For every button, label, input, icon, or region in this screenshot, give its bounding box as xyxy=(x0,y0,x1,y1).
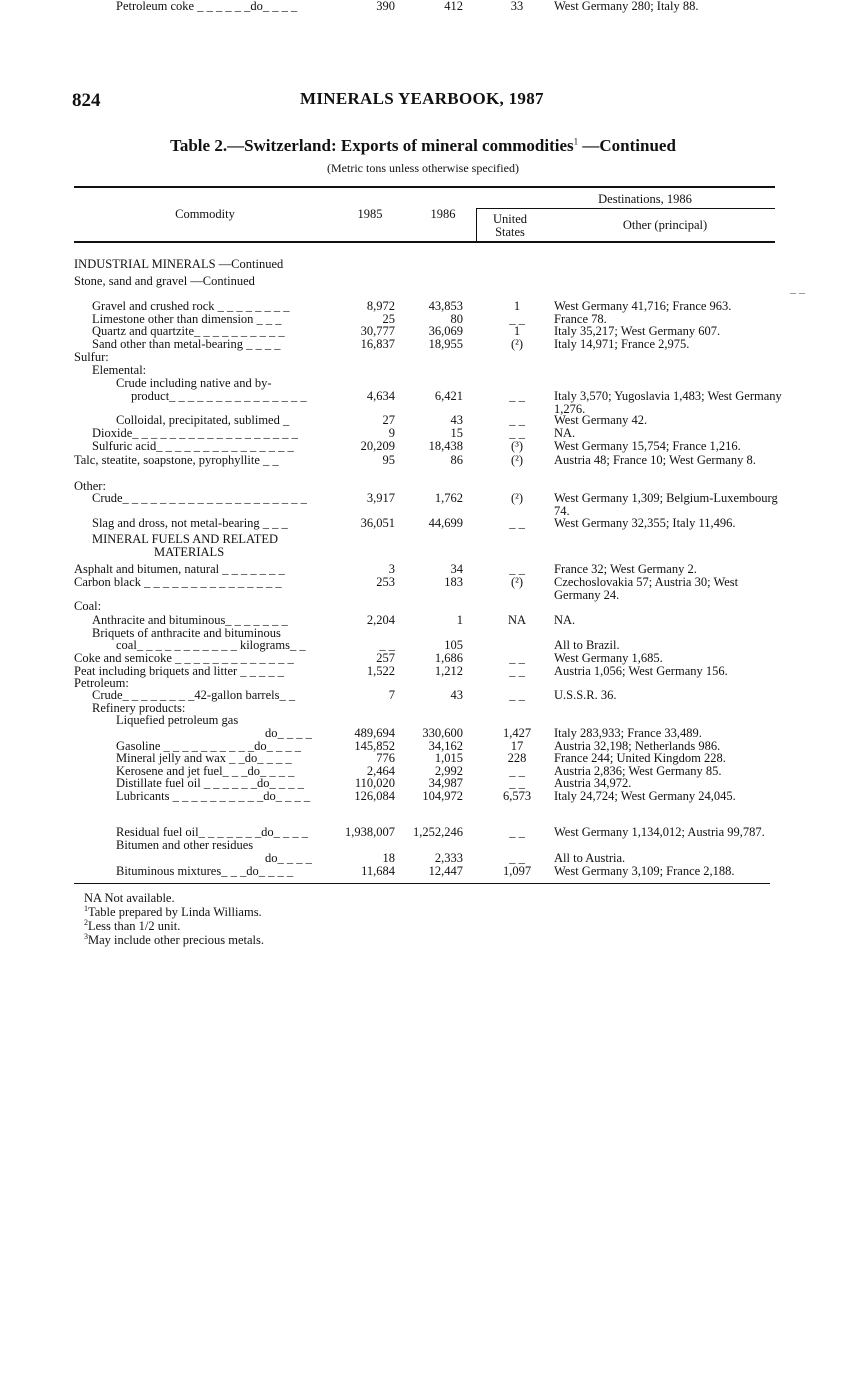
united-states-cell: _ _ xyxy=(509,312,525,326)
footnote xyxy=(84,891,264,905)
commodity-cell: Dioxide_ _ _ _ _ _ _ _ _ _ _ _ _ _ _ _ _ _ xyxy=(92,426,298,440)
united-states-cell: _ _ xyxy=(509,688,525,702)
value-1986-cell: 34,162 xyxy=(428,739,463,753)
value-1985-cell: 1,938,007 xyxy=(345,825,395,839)
commodity-cell: Refinery products: xyxy=(92,701,186,715)
commodity-cell: INDUSTRIAL MINERALS —Continued xyxy=(74,257,284,271)
commodity-cell: Mineral jelly and wax _ _do_ _ _ _ xyxy=(116,751,292,765)
commodity-cell: Elemental: xyxy=(92,363,147,377)
value-1985-cell: 390 xyxy=(376,0,395,13)
other-destinations-cell: Italy 35,217; West Germany 607. xyxy=(554,324,721,338)
value-1986-cell: 18,438 xyxy=(428,439,463,453)
value-1985-cell: 9 xyxy=(388,426,395,440)
value-1985-cell: 253 xyxy=(376,575,395,589)
united-states-cell: 1 xyxy=(513,324,521,338)
footnote-text: NA Not available. xyxy=(84,891,175,905)
other-destinations-cell: Italy 14,971; France 2,975. xyxy=(554,337,690,351)
commodity-cell: product_ _ _ _ _ _ _ _ _ _ _ _ _ _ _ xyxy=(131,389,307,403)
value-1985-cell: 1,522 xyxy=(366,664,395,678)
united-states-cell: _ _ xyxy=(509,562,525,576)
value-1985-cell: 126,084 xyxy=(354,789,395,803)
united-states-cell: 228 xyxy=(507,751,527,765)
united-states-cell: _ _ xyxy=(509,664,525,678)
other-destinations-cell: All to Austria. xyxy=(554,851,626,865)
value-1985-cell: 25 xyxy=(382,312,395,326)
united-states-cell: (²) xyxy=(510,575,524,589)
value-1986-cell: 330,600 xyxy=(422,726,463,740)
united-states-cell: 1,097 xyxy=(502,864,532,878)
footnote-text: Table prepared by Linda Williams. xyxy=(88,905,262,919)
table-subtitle: (Metric tons unless otherwise specified) xyxy=(327,161,519,175)
value-1985-cell: 36,051 xyxy=(360,516,395,530)
other-destinations-cell: France 32; West Germany 2. xyxy=(554,562,697,576)
value-1986-cell: 412 xyxy=(444,0,463,13)
united-states-cell: _ _ xyxy=(509,413,525,427)
commodity-cell: Colloidal, precipitated, sublimed _ xyxy=(116,413,290,427)
value-1985-cell: 3,917 xyxy=(366,491,395,505)
united-states-cell: _ _ xyxy=(509,825,525,839)
value-1986-cell: 1 xyxy=(456,613,463,627)
commodity-cell: Bitumen and other residues xyxy=(116,838,254,852)
commodity-cell: Other: xyxy=(74,479,106,493)
value-1985-cell: 489,694 xyxy=(354,726,395,740)
other-destinations-cell: West Germany 42. xyxy=(554,413,648,427)
united-states-cell: (²) xyxy=(510,337,524,351)
header-1985: 1985 xyxy=(357,207,383,221)
united-states-cell: 1,427 xyxy=(502,726,532,740)
value-1985-cell: 18 xyxy=(382,851,395,865)
united-states-cell: _ _ xyxy=(509,516,525,530)
commodity-cell: Peat including briquets and litter _ _ _ _ _ xyxy=(74,664,285,678)
other-destinations-cell: West Germany 15,754; France 1,216. xyxy=(554,439,741,453)
commodity-cell: Coal: xyxy=(74,599,102,613)
table-title-main: Table 2.—Switzerland: Exports of mineral commodities xyxy=(170,136,574,155)
commodity-cell: Petroleum coke _ _ _ _ _ _do_ _ _ _ xyxy=(116,0,298,13)
value-1985-cell: 110,020 xyxy=(354,776,395,790)
other-destinations-cell: France 78. xyxy=(554,312,607,326)
other-destinations-cell: Austria 32,198; Netherlands 986. xyxy=(554,739,721,753)
value-1985-cell: 8,972 xyxy=(366,299,395,313)
commodity-cell: Petroleum: xyxy=(74,676,129,690)
header-united-states-line2: States xyxy=(495,225,525,239)
value-1985-cell: 776 xyxy=(376,751,395,765)
united-states-cell: _ _ xyxy=(509,389,525,403)
commodity-cell: Asphalt and bitumen, natural _ _ _ _ _ _ _ xyxy=(74,562,285,576)
commodity-cell: Sulfuric acid_ _ _ _ _ _ _ _ _ _ _ _ _ _ _ xyxy=(92,439,294,453)
commodity-cell: do_ _ _ _ xyxy=(265,726,312,740)
footnote-mark: 1 xyxy=(84,903,88,913)
commodity-cell: do_ _ _ _ xyxy=(265,851,312,865)
commodity-cell: coal_ _ _ _ _ _ _ _ _ _ _ kilograms_ _ xyxy=(116,638,306,652)
commodity-cell: Liquefied petroleum gas xyxy=(116,713,239,727)
value-1985-cell: 2,464 xyxy=(366,764,395,778)
value-1986-cell: 2,992 xyxy=(434,764,463,778)
value-1986-cell: 18,955 xyxy=(428,337,463,351)
value-1986-cell: 86 xyxy=(450,453,463,467)
commodity-cell: MINERAL FUELS AND RELATED xyxy=(92,532,278,546)
commodity-cell: Crude_ _ _ _ _ _ _ _42-gallon barrels_ _ xyxy=(92,688,296,702)
commodity-cell: Gasoline _ _ _ _ _ _ _ _ _ _do_ _ _ _ xyxy=(116,739,302,753)
other-destinations-cell: France 244; United Kingdom 228. xyxy=(554,751,726,765)
other-destinations-cell: Austria 2,836; West Germany 85. xyxy=(554,764,722,778)
commodity-cell: Limestone other than dimension _ _ _ xyxy=(92,312,282,326)
value-1986-cell: 1,252,246 xyxy=(413,825,463,839)
other-destinations-cell: West Germany 41,716; France 963. xyxy=(554,299,732,313)
value-1985-cell: 95 xyxy=(382,453,395,467)
value-1985-cell: 145,852 xyxy=(354,739,395,753)
value-1986-cell: 43 xyxy=(450,688,463,702)
value-1986-cell: 36,069 xyxy=(428,324,463,338)
footnote xyxy=(84,905,264,919)
header-destinations: Destinations, 1986 xyxy=(598,192,692,206)
other-destinations-cell: Italy 283,933; France 33,489. xyxy=(554,726,702,740)
commodity-cell: Anthracite and bituminous_ _ _ _ _ _ _ xyxy=(92,613,288,627)
united-states-cell: 6,573 xyxy=(502,789,532,803)
footnotes xyxy=(84,891,264,947)
value-1985-cell: 16,837 xyxy=(360,337,395,351)
value-1986-cell: 105 xyxy=(444,638,463,652)
header-commodity: Commodity xyxy=(175,207,235,221)
value-1986-cell: 104,972 xyxy=(422,789,463,803)
value-1985-cell: 257 xyxy=(376,651,395,665)
header-other-principal: Other (principal) xyxy=(622,218,708,232)
value-1986-cell: 12,447 xyxy=(428,864,463,878)
united-states-cell: 33 xyxy=(510,0,524,13)
value-1985-cell: 7 xyxy=(388,688,395,702)
value-1986-cell: 2,333 xyxy=(434,851,463,865)
margin-dash-mark: _ _ xyxy=(790,281,805,295)
other-destinations-cell: U.S.S.R. 36. xyxy=(554,688,617,702)
value-1986-cell: 43,853 xyxy=(428,299,463,313)
value-1986-cell: 34 xyxy=(450,562,463,576)
commodity-cell: Talc, steatite, soapstone, pyrophyllite _ _ xyxy=(74,453,279,467)
commodity-cell: Lubricants _ _ _ _ _ _ _ _ _ _do_ _ _ _ xyxy=(116,789,311,803)
united-states-cell: _ _ xyxy=(509,776,525,790)
footnote-text: Less than 1/2 unit. xyxy=(88,919,181,933)
commodity-cell: Crude_ _ _ _ _ _ _ _ _ _ _ _ _ _ _ _ _ _ _ _ xyxy=(92,491,307,505)
other-destinations-cell: NA. xyxy=(554,613,576,627)
other-destinations-cell: Italy 3,570; Yugoslavia 1,483; West Germany 1,276. xyxy=(554,389,782,416)
value-1986-cell: 44,699 xyxy=(428,516,463,530)
value-1986-cell: 43 xyxy=(450,413,463,427)
other-destinations-cell: All to Brazil. xyxy=(554,638,620,652)
footnote-text: May include other precious metals. xyxy=(88,933,264,947)
commodity-cell: Coke and semicoke _ _ _ _ _ _ _ _ _ _ _ _ _ xyxy=(74,651,294,665)
united-states-cell: (²) xyxy=(510,491,524,505)
commodity-cell: Briquets of anthracite and bituminous xyxy=(92,626,281,640)
other-destinations-cell: NA. xyxy=(554,426,576,440)
value-1986-cell: 183 xyxy=(444,575,463,589)
united-states-cell: _ _ xyxy=(509,851,525,865)
commodity-cell: Kerosene and jet fuel_ _ _do_ _ _ _ xyxy=(116,764,295,778)
other-destinations-cell: Czechoslovakia 57; Austria 30; West Germany 24. xyxy=(554,575,739,602)
other-destinations-cell: West Germany 280; Italy 88. xyxy=(554,0,699,13)
other-destinations-cell: Austria 1,056; West Germany 156. xyxy=(554,664,728,678)
other-destinations-cell: West Germany 32,355; Italy 11,496. xyxy=(554,516,736,530)
other-destinations-cell: West Germany 1,134,012; Austria 99,787. xyxy=(554,825,765,839)
value-1985-cell: 11,684 xyxy=(361,864,395,878)
value-1986-cell: 1,015 xyxy=(434,751,463,765)
united-states-cell: _ _ xyxy=(509,651,525,665)
footnote xyxy=(84,919,264,933)
value-1985-cell: 2,204 xyxy=(366,613,395,627)
value-1985-cell: _ _ xyxy=(379,638,395,652)
value-1986-cell: 15 xyxy=(450,426,463,440)
value-1986-cell: 80 xyxy=(450,312,463,326)
running-head: MINERALS YEARBOOK, 1987 xyxy=(300,89,544,108)
value-1986-cell: 1,212 xyxy=(434,664,463,678)
value-1985-cell: 20,209 xyxy=(360,439,395,453)
value-1985-cell: 27 xyxy=(382,413,395,427)
commodity-cell: Residual fuel oil_ _ _ _ _ _ _do_ _ _ _ xyxy=(116,825,308,839)
commodity-cell: Gravel and crushed rock _ _ _ _ _ _ _ _ xyxy=(92,299,290,313)
footnote-mark: 2 xyxy=(84,917,88,927)
other-destinations-cell: Austria 48; France 10; West Germany 8. xyxy=(554,453,756,467)
commodity-cell: Bituminous mixtures_ _ _do_ _ _ _ xyxy=(116,864,294,878)
united-states-cell: 1 xyxy=(513,299,521,313)
commodity-cell: Sulfur: xyxy=(74,350,109,364)
other-destinations-cell: West Germany 3,109; France 2,188. xyxy=(554,864,735,878)
united-states-cell: 17 xyxy=(510,739,524,753)
value-1986-cell: 6,421 xyxy=(434,389,463,403)
table-title-footnote-mark: 1 xyxy=(573,136,579,147)
value-1985-cell: 4,634 xyxy=(366,389,395,403)
table-title-continued: —Continued xyxy=(578,136,676,155)
other-destinations-cell: Italy 24,724; West Germany 24,045. xyxy=(554,789,736,803)
commodity-cell: Quartz and quartzite_ _ _ _ _ _ _ _ _ _ xyxy=(92,324,285,338)
value-1985-cell: 30,777 xyxy=(360,324,395,338)
value-1986-cell: 1,762 xyxy=(434,491,463,505)
footnote-mark: 3 xyxy=(84,931,88,941)
commodity-cell: Crude including native and by- xyxy=(116,376,272,390)
value-1986-cell: 34,987 xyxy=(428,776,463,790)
commodity-cell: Carbon black _ _ _ _ _ _ _ _ _ _ _ _ _ _ _ xyxy=(74,575,282,589)
united-states-cell: NA xyxy=(507,613,527,627)
commodity-cell: Distillate fuel oil _ _ _ _ _ _do_ _ _ _ xyxy=(116,776,304,790)
commodity-cell: MATERIALS xyxy=(154,545,225,559)
other-destinations-cell: West Germany 1,309; Belgium-Luxembourg 74. xyxy=(554,491,778,518)
united-states-cell: (³) xyxy=(510,439,524,453)
value-1986-cell: 1,686 xyxy=(434,651,463,665)
page-number: 824 xyxy=(72,90,101,111)
united-states-cell: (²) xyxy=(510,453,524,467)
united-states-cell: _ _ xyxy=(509,426,525,440)
other-destinations-cell: Austria 34,972. xyxy=(554,776,632,790)
value-1985-cell: 3 xyxy=(388,562,395,576)
other-destinations-cell: West Germany 1,685. xyxy=(554,651,663,665)
commodity-cell: Stone, sand and gravel —Continued xyxy=(74,274,255,288)
header-1986: 1986 xyxy=(430,207,456,221)
footnote xyxy=(84,933,264,947)
commodity-cell: Slag and dross, not metal-bearing _ _ _ xyxy=(92,516,288,530)
header-united-states-line1: United xyxy=(492,212,528,226)
commodity-cell: Sand other than metal-bearing _ _ _ _ xyxy=(92,337,281,351)
united-states-cell: _ _ xyxy=(509,764,525,778)
